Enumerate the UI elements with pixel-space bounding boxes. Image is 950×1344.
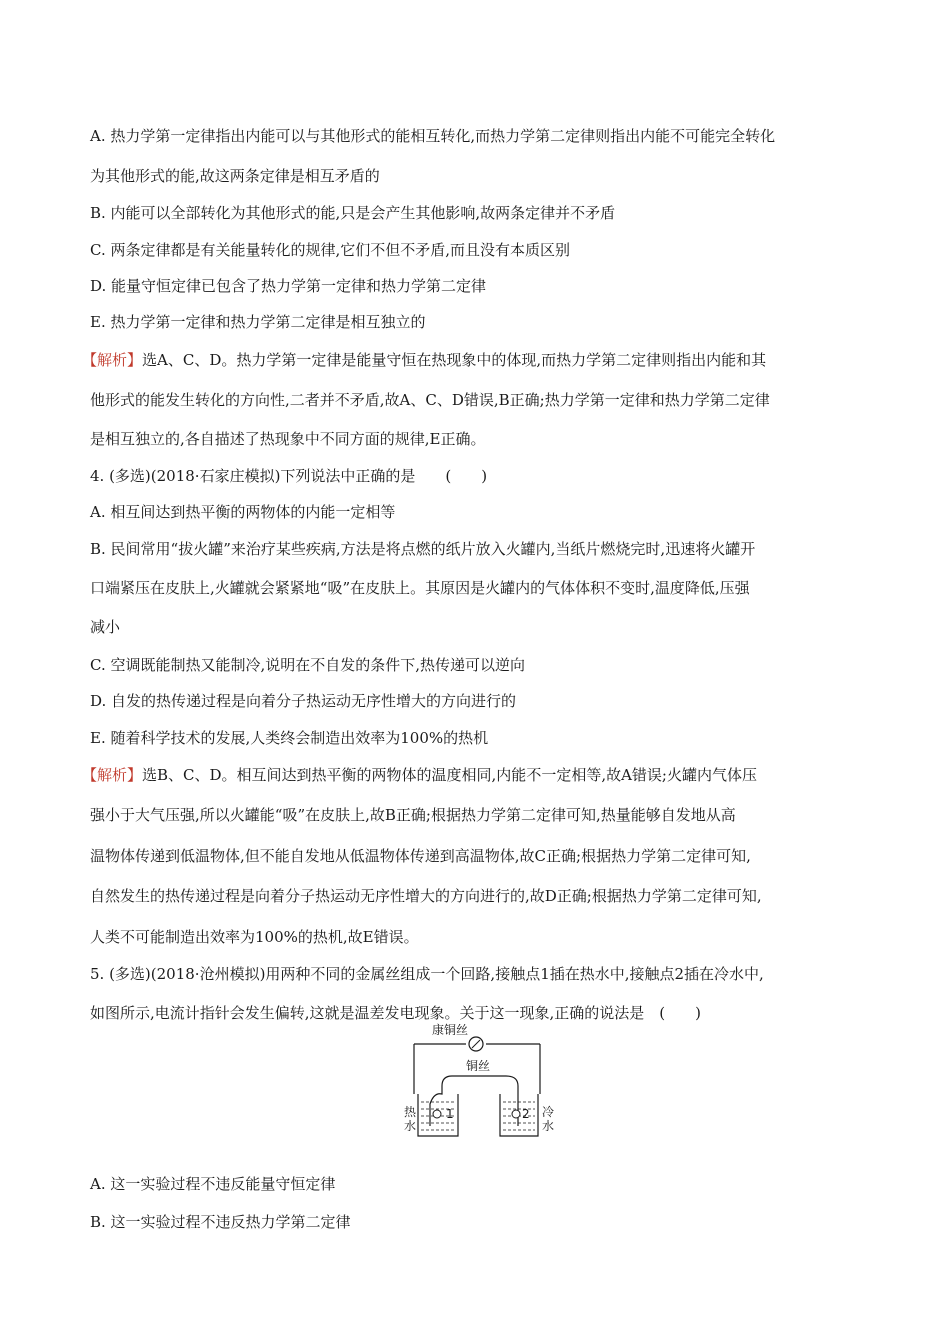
q3-option-a-line1: A. 热力学第一定律指出内能可以与其他形式的能相互转化,而热力学第二定律则指出内能不可能完全转化 [90,127,776,145]
q4-option-b-line2: 口端紧压在皮肤上,火罐就会紧紧地“吸”在皮肤上。其原因是火罐内的气体体积不变时,温度降低,压强 [90,579,750,597]
label-point-1: 1 [446,1107,454,1121]
label-tong: 铜丝 [466,1059,491,1073]
analysis-text: 选B、C、D。相互间达到热平衡的两物体的温度相同,内能不一定相等,故A错误;火罐内气体压 [142,766,757,784]
q3-option-c: C. 两条定律都是有关能量转化的规律,它们不但不矛盾,而且没有本质区别 [90,241,571,259]
label-kangtong: 康铜丝 [432,1023,469,1037]
q4-option-d: D. 自发的热传递过程是向着分子热运动无序性增大的方向进行的 [90,692,517,710]
q4-option-a: A. 相互间达到热平衡的两物体的内能一定相等 [90,503,396,521]
q4-option-e: E. 随着科学技术的发展,人类终会制造出效率为100%的热机 [90,729,489,747]
label-water-left: 水 [404,1119,417,1133]
q4-analysis-line3: 温物体传递到低温物体,但不能自发地从低温物体传递到高温物体,故C正确;根据热力学第二定律可知, [90,847,751,865]
q5-option-b: B. 这一实验过程不违反热力学第二定律 [90,1213,351,1231]
junction-2 [512,1110,520,1118]
q5-stem-line2: 如图所示,电流计指针会发生偏转,这就是温差发电现象。关于这一现象,正确的说法是 ( ) [90,1004,702,1022]
thermoelectric-circuit-diagram [400,1014,560,1144]
q4-analysis-line2: 强小于大气压强,所以火罐能“吸”在皮肤上,故B正确;根据热力学第二定律可知,热量能够自发地从高 [90,806,736,824]
q4-analysis-line1 [82,765,757,785]
q3-analysis-line3: 是相互独立的,各自描述了热现象中不同方面的规律,E正确。 [90,430,486,448]
label-water-right: 水 [542,1119,555,1133]
q4-analysis-line4: 自然发生的热传递过程是向着分子热运动无序性增大的方向进行的,故D正确;根据热力学第二定律可知, [90,887,762,905]
q3-option-e: E. 热力学第一定律和热力学第二定律是相互独立的 [90,313,426,331]
label-cold: 冷 [542,1105,555,1119]
q4-option-b-line3: 减小 [90,618,121,636]
q3-option-a-line2: 为其他形式的能,故这两条定律是相互矛盾的 [90,167,380,185]
label-point-2: 2 [522,1107,530,1121]
q5-option-a: A. 这一实验过程不违反能量守恒定律 [90,1175,336,1193]
q3-option-b: B. 内能可以全部转化为其他形式的能,只是会产生其他影响,故两条定律并不矛盾 [90,204,616,222]
junction-1 [433,1110,441,1118]
analysis-text: 选A、C、D。热力学第一定律是能量守恒在热现象中的体现,而热力学第二定律则指出内能和其 [142,351,767,369]
q3-analysis-line2: 他形式的能发生转化的方向性,二者并不矛盾,故A、C、D错误,B正确;热力学第一定律和热力学第二定律 [90,391,770,409]
q5-stem-line1: 5. (多选)(2018·沧州模拟)用两种不同的金属丝组成一个回路,接触点1插在热水中,接触点2插在冷水中, [90,965,764,983]
q3-option-d: D. 能量守恒定律已包含了热力学第一定律和热力学第二定律 [90,277,487,295]
analysis-tag: 【解析】 [82,351,143,369]
copper-wire [430,1076,518,1126]
q4-analysis-line5: 人类不可能制造出效率为100%的热机,故E错误。 [90,928,419,946]
q4-option-c: C. 空调既能制热又能制冷,说明在不自发的条件下,热传递可以逆向 [90,656,526,674]
q3-analysis-line1 [82,350,766,370]
q4-option-b-line1: B. 民间常用“拔火罐”来治疗某些疾病,方法是将点燃的纸片放入火罐内,当纸片燃烧完时,迅速将火罐开 [90,540,756,558]
label-hot: 热 [404,1105,417,1119]
q4-stem: 4. (多选)(2018·石家庄模拟)下列说法中正确的是 ( ) [90,467,488,485]
analysis-tag: 【解析】 [82,766,143,784]
